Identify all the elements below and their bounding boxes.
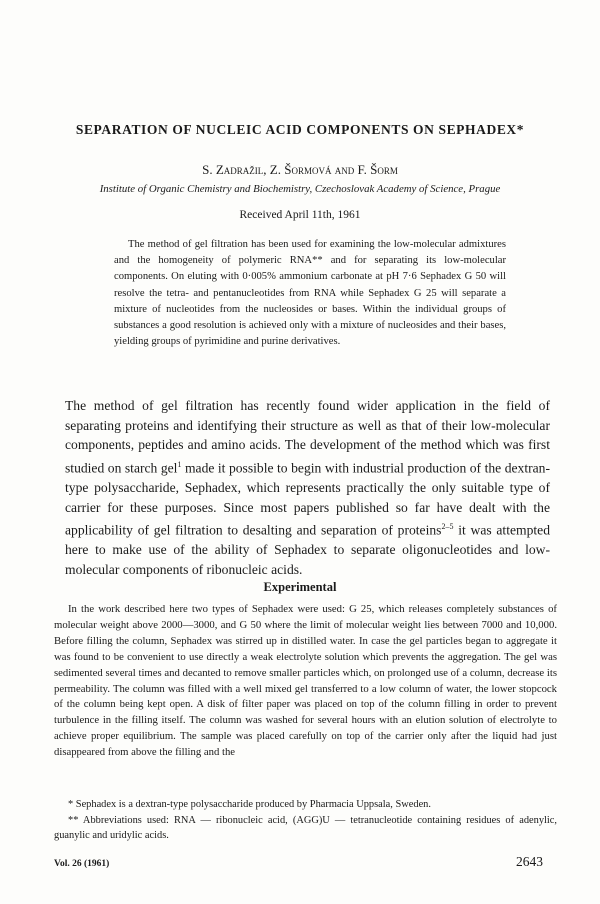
intro-text-part1: The method of gel filtration has recently found wider application in the field of separating proteins and identifying their structure as well as that of their low-molecular components, peptides and amino acids. The development of the method which was first studied on starch gel xyxy=(65,398,550,476)
intro-text-part2: made it possible to begin with industrial production of the dextran-type polysaccharide, Sephadex, which represents practically the only suitable type of carrier for these purposes. Since most papers published so far have dealt with the applicability of gel filtration to desalting and separation of proteins xyxy=(65,460,550,538)
intro-paragraph xyxy=(65,396,550,579)
received-date: Received April 11th, 1961 xyxy=(239,209,361,221)
footnote-abbreviations: ** Abbreviations used: RNA — ribonucleic acid, (AGG)U — tetranucleotide containing residues of adenylic, guanylic and uridylic acids. xyxy=(54,814,557,842)
intro-text-part3: it was attempted here to make use of the ability of Sephadex to separate oligonucleotides and low-molecular components of ribonucleic acids. xyxy=(65,522,550,577)
section-heading-experimental: Experimental xyxy=(263,580,337,594)
abstract-paragraph: The method of gel filtration has been used for examining the low-molecular admixtures and the homogeneity of polymeric RNA** and for separating its low-molecular components. On eluting with 0·005% ammonium carbonate at pH 7·6 Sephadex G 50 will resolve the tetra- and pentanucleotides from RNA while Sephadex G 25 will separate a mixture of nucleotides from the nucleosides or bases. Within the individual groups of substances a good resolution is achieved only with a mixture of nucleosides and their bases, yielding groups of pyrimidine and purine derivatives. xyxy=(114,239,506,348)
citation-ref-2-5: 2–5 xyxy=(441,522,454,532)
footnote-sephadex: * Sephadex is a dextran-type polysaccharide produced by Pharmacia Uppsala, Sweden. xyxy=(68,799,431,810)
footnotes xyxy=(54,797,557,844)
experimental-paragraph: In the work described here two types of Sephadex were used: G 25, which releases completely substances of molecular weight above 2000—3000, and G 50 where the limit of molecular weight lies between 7000 and 10,000. Before filling the column, Sephadex was stirred up in distilled water. In case the gel particles began to aggregate it was found to be convenient to use directly a weak electrolyte solution which prevents the aggregation. The gel was sedimented several times and decanted to remove smaller particles which, on prolonged use of a column, decrease its permeability. The column was filled with a well mixed gel transferred to a low column of water, the lower stopcock of the column being kept open. A disk of filter paper was placed on top of the column filling in order to prevent turbulence in the filling itself. The column was washed for several hours with an elution solution of electrolyte to achieve proper equilibrium. The sample was placed carefully on top of the carrier only after the liquid had just disappeared from above the filling and the xyxy=(54,603,557,759)
page-number: 2643 xyxy=(516,854,543,869)
citation-ref-1: 1 xyxy=(177,459,182,469)
author-list: S. Zadražil, Z. Šormová and F. Šorm xyxy=(202,162,398,177)
journal-volume: Vol. 26 (1961) xyxy=(54,859,110,869)
article-title: SEPARATION OF NUCLEIC ACID COMPONENTS ON SEPHADEX* xyxy=(75,122,525,137)
author-affiliation: Institute of Organic Chemistry and Biochemistry, Czechoslovak Academy of Science, Prague xyxy=(99,183,501,195)
